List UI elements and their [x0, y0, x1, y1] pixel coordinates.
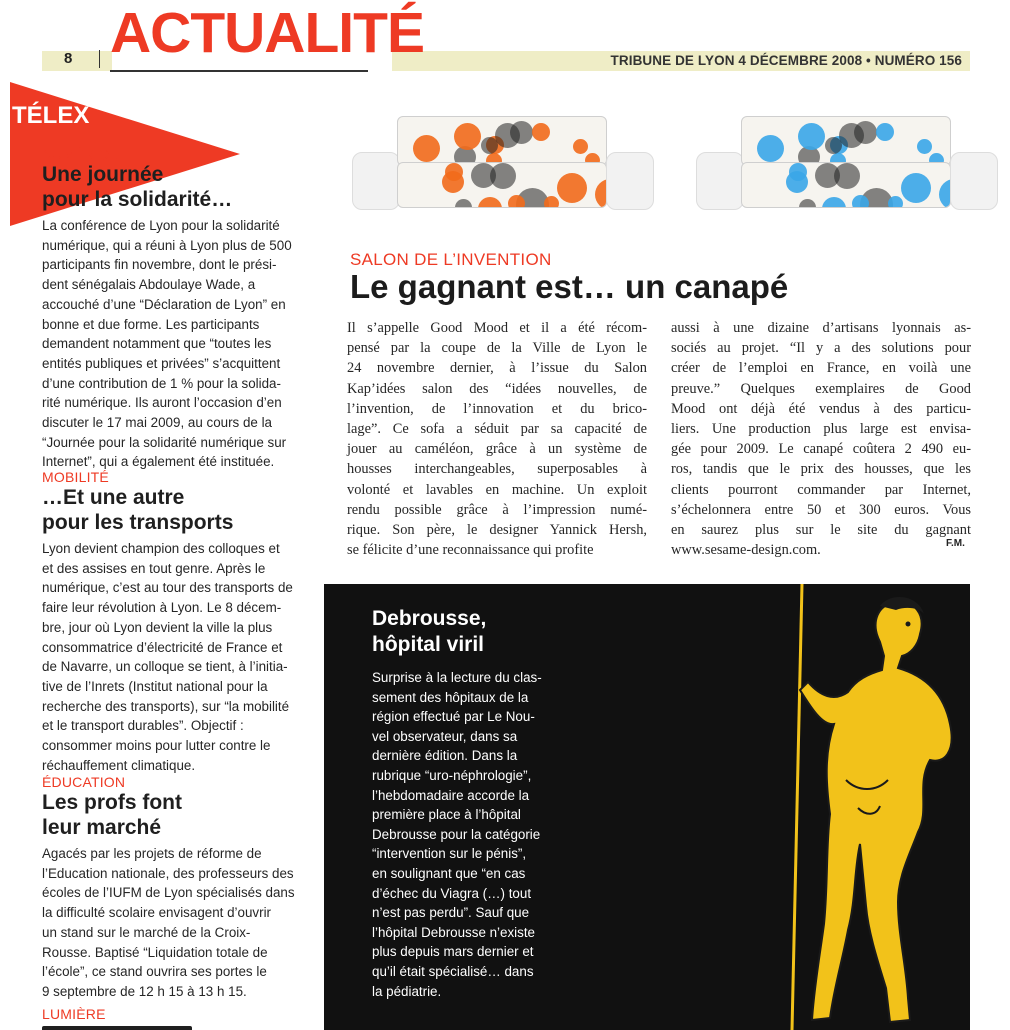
- text-line: 24 novembre dernier, à l’issue du Salon: [347, 360, 647, 377]
- text-line: rique. Son père, le designer Yannick Hersh,: [347, 522, 647, 539]
- section-title: ACTUALITÉ: [110, 1, 424, 65]
- box-body: [372, 668, 572, 1001]
- flower-pattern: [757, 135, 784, 162]
- item-body: [42, 539, 297, 775]
- text-line: se félicite d’une reconnaissance qui profite: [347, 542, 594, 559]
- text-line: Internet”, qui a également été instituée.: [42, 454, 275, 470]
- telex-label: TÉLEX: [12, 102, 90, 129]
- item-kicker: MOBILITÉ: [42, 469, 109, 485]
- text-line: Agacés par les projets de réforme de: [42, 846, 262, 861]
- text-line: “Journée pour la solidarité numérique sur: [42, 434, 287, 450]
- flower-pattern: [508, 195, 525, 208]
- sofa-blue-image: [696, 112, 996, 212]
- flower-pattern: [876, 123, 894, 141]
- flower-pattern: [455, 199, 472, 208]
- masthead: [0, 0, 1010, 76]
- text-line: s’échelonnera entre 50 et 300 euros. Vous: [671, 501, 971, 518]
- text-line: et des assises en tout genre. Après le: [42, 560, 266, 576]
- telex-item-education: [42, 774, 297, 1002]
- text-line: participants fin novembre, dont le prési-: [42, 257, 277, 273]
- article-kicker: SALON DE L’INVENTION: [350, 250, 552, 269]
- text-line: www.sesame-design.com.: [671, 542, 821, 559]
- text-line: l’école”, ce stand ouvrira ses portes le: [42, 964, 267, 980]
- text-line: Lyon devient champion des colloques et: [42, 541, 280, 556]
- text-line: entités publiques et privées” s’acquittent: [42, 355, 281, 371]
- text-line: jouer au caméléon, grâce à un système de: [347, 441, 647, 458]
- article-column-2: [671, 318, 971, 560]
- text-line: Kap’idées salon des “idées nouvelles, de: [347, 380, 647, 397]
- text-line: housses interchangeables, superposables à: [347, 461, 647, 478]
- text-line: de Navarre, un colloque se tient, à l’initia-: [42, 659, 288, 675]
- issue-info: TRIBUNE DE LYON 4 DÉCEMBRE 2008 • NUMÉRO 156: [610, 53, 962, 68]
- text-line: vel observateur, dans sa: [372, 728, 518, 744]
- text-line: l’Education nationale, des professeurs des: [42, 865, 294, 881]
- text-line: clients pourront commander par Internet,: [671, 481, 971, 498]
- flower-pattern: [532, 123, 550, 141]
- text-line: d’échec du Viagra (…) tout: [372, 885, 532, 901]
- text-line: Debrousse pour la catégorie: [372, 826, 541, 842]
- text-line: consommer moins pour lutter contre le: [42, 738, 271, 754]
- flower-pattern: [825, 137, 842, 154]
- text-line: liers. Une production plus large est envisa-: [671, 421, 971, 438]
- article-title: Le gagnant est… un canapé: [350, 268, 789, 305]
- flower-pattern: [901, 173, 931, 203]
- text-line: pensé par la coupe de la Ville de Lyon le: [347, 340, 647, 357]
- author-signature: F.M.: [946, 538, 965, 549]
- text-line: écoles de l’IUFM de Lyon spécialisés dans: [42, 885, 295, 901]
- text-line: n’est pas perdu”. Sauf que: [372, 905, 530, 921]
- text-line: Rousse. Baptisé “Liquidation totale de: [42, 944, 268, 960]
- item-headline: Une journée pour la solidarité…: [42, 163, 233, 211]
- text-line: d’une contribution de 1 % pour la solida-: [42, 375, 281, 391]
- greek-figure-image: [730, 584, 970, 1030]
- text-line: numérique, qui a réuni à Lyon plus de 500: [42, 237, 292, 253]
- text-line: Mood ont déjà été vendus à des particu-: [671, 400, 971, 417]
- text-line: l’hôpital Debrousse n’existe: [372, 924, 536, 940]
- telex-item-lumiere: [42, 1006, 297, 1030]
- flower-pattern: [799, 199, 816, 208]
- flower-pattern: [839, 123, 864, 148]
- flower-pattern: [454, 123, 481, 150]
- flower-pattern: [471, 163, 496, 188]
- text-line: La conférence de Lyon pour la solidarité: [42, 218, 280, 233]
- item-body: [42, 844, 297, 1002]
- flower-pattern: [822, 197, 846, 208]
- text-line: bonne et due forme. Les participants: [42, 316, 260, 332]
- text-line: l’hebdomadaire accorde la: [372, 787, 530, 803]
- text-line: discuter le 17 mai 2009, au cours de la: [42, 415, 273, 431]
- flower-pattern: [413, 135, 440, 162]
- text-line: en soulignant que “en cas: [372, 865, 526, 881]
- text-line: volonté et lavables en machine. Un exploit: [347, 481, 647, 498]
- text-line: lage”. Ce sofa a séduit par sa capacité de: [347, 421, 647, 438]
- sofa-orange-image: [352, 112, 652, 212]
- item-kicker: ÉDUCATION: [42, 774, 126, 790]
- text-line: sement des hôpitaux de la: [372, 689, 529, 705]
- flower-pattern: [544, 196, 559, 208]
- text-line: consommatrice d’électricité de France et: [42, 639, 283, 655]
- item-headline: Les profs font leur marché: [42, 791, 182, 839]
- text-line: créer de l’emploi en France, en voilà une: [671, 360, 971, 377]
- text-line: la difficulté scolaire envisagent d’ouvrir: [42, 905, 272, 921]
- text-line: dent sénégalais Abdoulaye Wade, a: [42, 277, 256, 293]
- text-line: la pédiatrie.: [372, 983, 442, 999]
- flower-pattern: [478, 197, 502, 208]
- text-line: en saurez plus sur le site du gagnant: [671, 522, 971, 539]
- telex-item-numerique: [42, 146, 297, 472]
- text-line: première place à l’hôpital: [372, 807, 521, 823]
- text-line: bre, jour où Lyon devient la ville la plus: [42, 619, 273, 635]
- text-line: Surprise à la lecture du clas-: [372, 670, 542, 685]
- text-line: région effectué par Le Nou-: [372, 709, 535, 725]
- box-title: Debrousse, hôpital viril: [372, 607, 487, 656]
- text-line: un stand sur le marché de la Croix-: [42, 924, 251, 940]
- flower-pattern: [573, 139, 588, 154]
- item-kicker: NUMÉRIQUE: [42, 146, 130, 162]
- text-line: et le transport durables”. Objectif :: [42, 718, 244, 734]
- text-line: gée pour 2009. Le canapé coûtera 2 490 eu-: [671, 441, 971, 458]
- text-line: rité numérique. Ils auront l’occasion d’en: [42, 395, 282, 411]
- text-line: qu’il était spécialisé… dans: [372, 963, 534, 979]
- text-line: numérique, c’est au tour des transports de: [42, 580, 293, 596]
- flower-pattern: [445, 163, 463, 181]
- flower-pattern: [557, 173, 587, 203]
- text-line: réchauffement climatique.: [42, 757, 196, 773]
- text-line: dernière édition. Dans la: [372, 748, 518, 764]
- flower-pattern: [888, 196, 903, 208]
- text-line: faire leur révolution à Lyon. Le 8 décem-: [42, 600, 282, 616]
- flower-pattern: [815, 163, 840, 188]
- text-line: 9 septembre de 12 h 15 à 13 h 15.: [42, 983, 247, 999]
- item-body: [42, 216, 297, 472]
- flower-pattern: [852, 195, 869, 208]
- text-line: preuve.” Quelques exemplaires de Good: [671, 380, 971, 397]
- text-line: Il s’appelle Good Mood et il a été récom-: [347, 320, 647, 336]
- article-column-1: [347, 318, 647, 560]
- text-line: recherche des transports), sur “la mobilité: [42, 698, 290, 714]
- text-line: rendu possible grâce à l’impression numé-: [347, 501, 647, 518]
- text-line: accouché d’une “Déclaration de Lyon” en: [42, 296, 286, 312]
- page-number: 8: [64, 50, 73, 67]
- flower-pattern: [495, 123, 520, 148]
- text-line: l’invention, de l’innovation et du brico-: [347, 400, 647, 417]
- flower-pattern: [798, 123, 825, 150]
- flower-pattern: [917, 139, 932, 154]
- text-line: demandent notamment que “toutes les: [42, 336, 272, 352]
- item-kicker: LUMIÈRE: [42, 1006, 106, 1022]
- text-line: sociés au projet. “Il y a des solutions pour: [671, 340, 971, 357]
- flower-pattern: [789, 163, 807, 181]
- item-headline: …Et une autre pour les transports: [42, 486, 234, 534]
- telex-item-mobilite: [42, 469, 297, 775]
- text-line: tive de l’Inrets (Institut national pour la: [42, 678, 268, 694]
- text-line: plus depuis mars dernier et: [372, 944, 534, 960]
- text-line: aussi à une dizaine d’artisans lyonnais as-: [671, 320, 971, 336]
- text-line: rubrique “uro-néphrologie”,: [372, 767, 532, 783]
- text-line: ros, tandis que le prix des housses, que les: [671, 461, 971, 478]
- flower-pattern: [481, 137, 498, 154]
- text-line: “intervention sur le pénis”,: [372, 846, 527, 862]
